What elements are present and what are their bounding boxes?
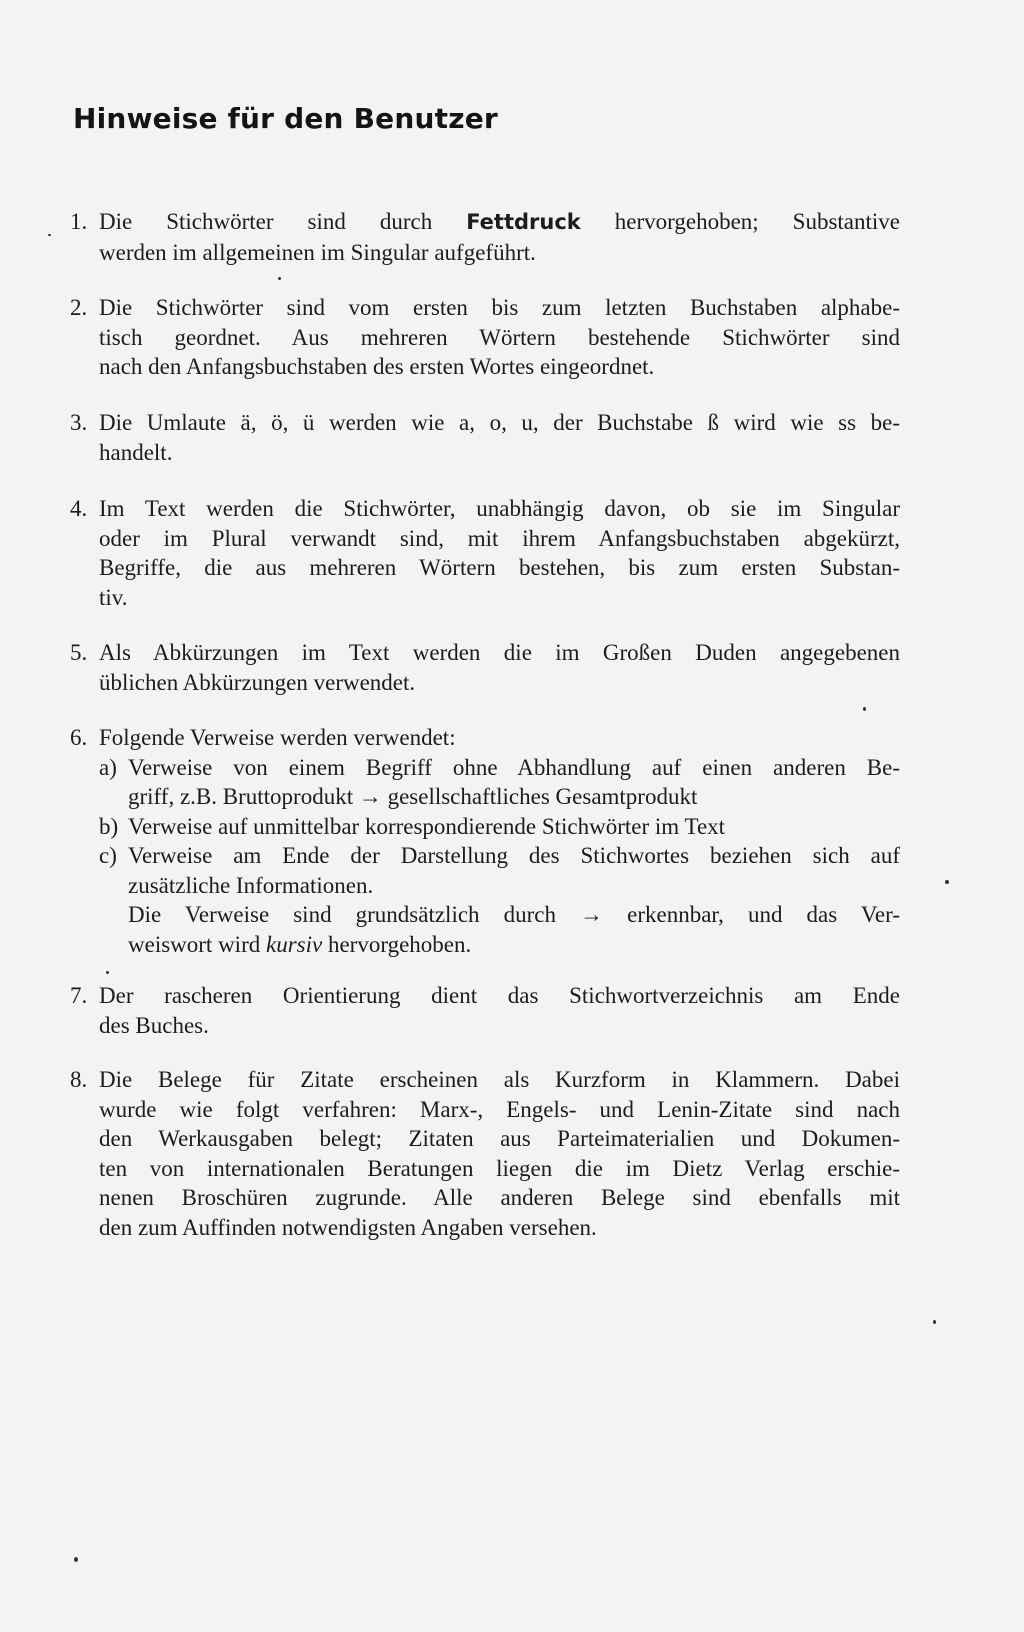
item-line: Als Abkürzungen im Text werden die im Großen Duden angegebenen <box>99 640 900 665</box>
item-line: Die Belege für Zitate erscheinen als Kurzform in Klammern. Dabei <box>99 1067 900 1092</box>
item-number: 1. <box>70 209 88 234</box>
item-line: den Werkausgaben belegt; Zitaten aus Parteimaterialien und Dokumen- <box>99 1126 900 1151</box>
list-item-4 <box>70 494 900 612</box>
list-item-3 <box>70 408 900 467</box>
scan-speck <box>74 1557 78 1562</box>
item-line: Die Umlaute ä, ö, ü werden wie a, o, u, der Buchstabe ß wird wie ss be- <box>99 410 900 435</box>
sub-item-label: b) <box>99 813 119 839</box>
item-number: 8. <box>70 1067 88 1092</box>
sub-item-b <box>99 812 900 842</box>
page-title: Hinweise für den Benutzer <box>73 102 498 135</box>
list-item-6 <box>70 723 900 959</box>
item-line: tiv. <box>99 584 128 610</box>
bold-term: Fettdruck <box>466 210 581 234</box>
list-item-5 <box>70 638 900 697</box>
item-line: zusätzliche Informationen. <box>128 872 374 898</box>
item-line: handelt. <box>99 439 173 465</box>
item-text <box>99 638 900 697</box>
item-line: Die Verweise sind grundsätzlich durch → erkennbar, und das Ver- <box>128 902 900 927</box>
scan-speck <box>106 971 109 974</box>
item-line: nenen Broschüren zugrunde. Alle anderen Belege sind ebenfalls mit <box>99 1185 900 1210</box>
item-text <box>99 494 900 612</box>
italic-term: kursiv <box>265 931 323 957</box>
item-line: Verweise auf unmittelbar korrespondierende Stichwörter im Text <box>128 813 726 839</box>
scan-speck <box>945 880 949 884</box>
list-item-7 <box>70 981 900 1040</box>
item-line: Begriffe, die aus mehreren Wörtern bestehen, bis zum ersten Substan- <box>99 555 900 580</box>
item-text <box>99 408 900 467</box>
item-number: 2. <box>70 295 88 320</box>
list-item-8 <box>70 1065 900 1242</box>
item-line: wurde wie folgt verfahren: Marx-, Engels- und Lenin-Zitate sind nach <box>99 1096 900 1122</box>
sub-item-label: a) <box>99 754 117 780</box>
item-line: griff, z.B. Bruttoprodukt → gesellschaftliches Gesamtprodukt <box>128 784 698 809</box>
scan-speck <box>48 234 51 236</box>
item-line: oder im Plural verwandt sind, mit ihrem Anfangsbuchstaben abgekürzt, <box>99 525 900 551</box>
item-line: Folgende Verweise werden verwendet: <box>99 725 456 750</box>
item-line: Verweise am Ende der Darstellung des Stichwortes beziehen sich auf <box>128 843 900 868</box>
item-line: nach den Anfangsbuchstaben des ersten Wortes eingeordnet. <box>99 354 655 379</box>
list-item-2 <box>70 293 900 382</box>
item-line: Verweise von einem Begriff ohne Abhandlung auf einen anderen Be- <box>128 754 900 780</box>
item-line: tisch geordnet. Aus mehreren Wörtern bestehende Stichwörter sind <box>99 324 900 350</box>
item-text <box>99 1065 900 1242</box>
item-text <box>99 207 900 267</box>
item-line: Die Stichwörter sind durch Fettdruck hervorgehoben; Substantive <box>99 209 900 234</box>
scan-speck <box>278 277 281 280</box>
scan-speck <box>863 707 866 711</box>
sub-item-c <box>99 841 900 959</box>
scan-speck <box>933 1320 936 1324</box>
item-line: werden im allgemeinen im Singular aufgeführt. <box>99 239 536 265</box>
sub-item-a <box>99 753 900 812</box>
item-line: üblichen Abkürzungen verwendet. <box>99 669 416 695</box>
item-line: Die Stichwörter sind vom ersten bis zum letzten Buchstaben alphabe- <box>99 295 900 320</box>
item-text <box>99 723 900 959</box>
item-line: Der rascheren Orientierung dient das Stichwortverzeichnis am Ende <box>99 983 900 1008</box>
item-text <box>99 293 900 382</box>
item-line: ten von internationalen Beratungen liegen die im Dietz Verlag erschie- <box>99 1155 900 1181</box>
list-item-1 <box>70 207 900 267</box>
item-number: 3. <box>70 410 88 435</box>
item-line: Im Text werden die Stichwörter, unabhängig davon, ob sie im Singular <box>99 496 900 521</box>
item-number: 5. <box>70 640 88 665</box>
sub-item-label: c) <box>99 843 117 868</box>
item-number: 4. <box>70 496 88 521</box>
item-number: 7. <box>70 983 88 1008</box>
item-line: den zum Auffinden notwendigsten Angaben versehen. <box>99 1214 597 1240</box>
item-line: weiswort wird kursiv hervorgehoben. <box>128 931 472 957</box>
item-number: 6. <box>70 725 88 750</box>
item-text <box>99 981 900 1040</box>
item-line: des Buches. <box>99 1012 209 1038</box>
